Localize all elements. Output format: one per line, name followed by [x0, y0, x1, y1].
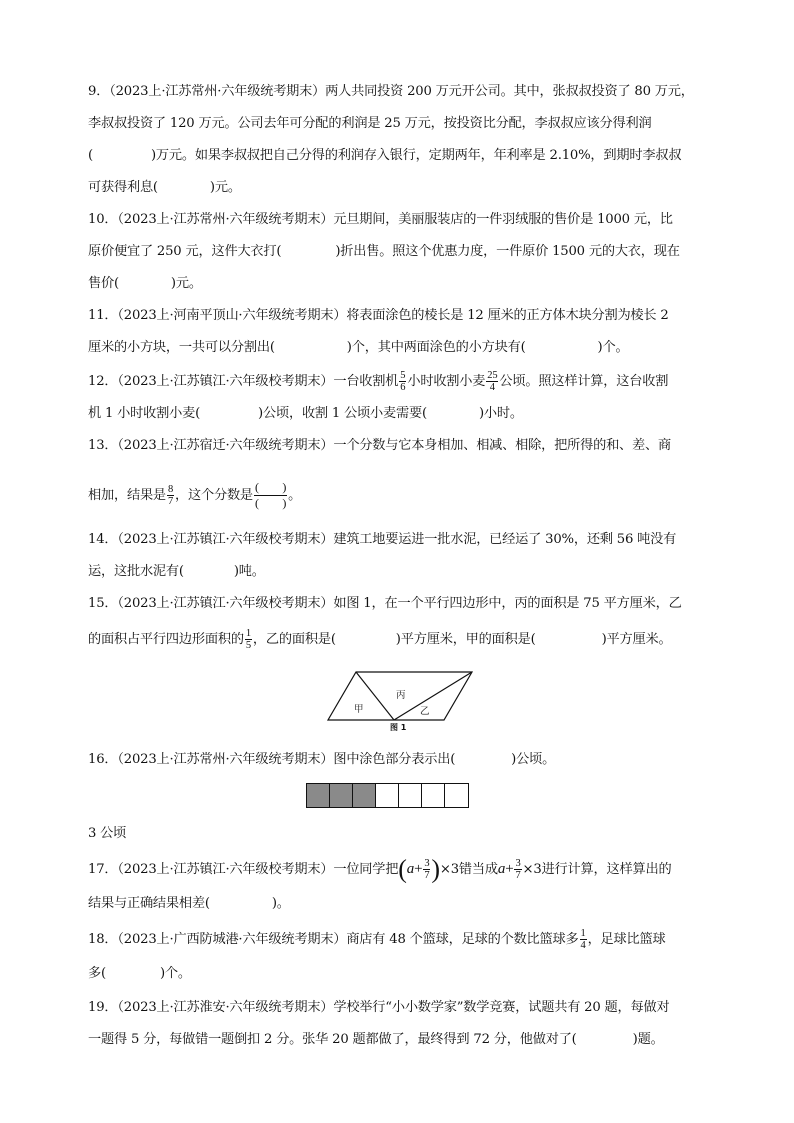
times-three: ×3 — [439, 862, 459, 877]
empty-cell — [376, 784, 399, 807]
figure-caption: 图 1 — [390, 723, 407, 732]
q10-text: 原价便宜了 250 元，这件大衣打( — [88, 244, 282, 259]
q13-line1: 13．（2023上·江苏宿迁·六年级统考期末）一个分数与它本身相加、相减、相除，把所得的和、差、商 — [88, 438, 672, 453]
q11-text: )个，其中两面涂色的小方块有( — [346, 340, 526, 355]
q9-text: )元。 — [209, 180, 241, 195]
q15-text: 的面积占平行四边形面积的 — [88, 632, 244, 647]
q12-text: 机 1 小时收割小麦( — [88, 406, 201, 421]
answer-numerator-blank[interactable]: ( ) — [254, 480, 287, 494]
answer-fraction-blank[interactable] — [254, 480, 287, 511]
empty-cell — [445, 784, 468, 807]
q14-text: 运，这批水泥有( — [88, 564, 184, 579]
q11-line1: 11．（2023上·河南平顶山·六年级统考期末）将表面涂色的棱长是 12 厘米的正方体木块分割为棱长 2 — [88, 308, 669, 323]
plus-sign: + — [414, 861, 423, 877]
fraction — [423, 858, 430, 881]
shaded-cell — [307, 784, 330, 807]
fraction-numerator: 3 — [424, 858, 430, 869]
q16-line1 — [88, 750, 555, 770]
shaded-cell — [353, 784, 376, 807]
q15-line1: 15．（2023上·江苏镇江·六年级校考期末）如图 1，在一个平行四边形中，丙的面积是 75 平方厘米，乙 — [88, 596, 682, 611]
q18-line2 — [88, 964, 191, 984]
q9-text: 可获得利息( — [88, 180, 158, 195]
q13-text: ，这个分数是 — [175, 488, 253, 503]
fraction-denominator: 6 — [400, 382, 406, 393]
q18-line1 — [88, 928, 666, 951]
q10-text: )元。 — [170, 276, 202, 291]
q16-text: )公顷。 — [511, 752, 556, 767]
q12-line2 — [88, 404, 523, 424]
q12-text: )小时。 — [478, 406, 523, 421]
q13-line2 — [88, 480, 301, 511]
q12-line1 — [88, 370, 668, 393]
left-paren: ( — [398, 854, 407, 884]
q10-line1: 10．（2023上·江苏常州·六年级统考期末）元旦期间，美丽服装店的一件羽绒服的售价是 1000 元，比 — [88, 212, 673, 227]
q17-text: 错当成 — [458, 862, 498, 877]
q15-line2 — [88, 628, 671, 651]
q13-text: 。 — [288, 488, 302, 503]
q9-line2: 李叔叔投资了 120 万元。公司去年可分配的利润是 25 万元，按投资比分配，李叔叔应该分得利润 — [88, 116, 652, 131]
fraction-denominator: 4 — [489, 382, 495, 393]
fraction-denominator: 7 — [424, 870, 430, 881]
fraction-numerator: 25 — [487, 370, 498, 381]
q17-text: )。 — [271, 896, 290, 911]
q13-text: 相加，结果是 — [88, 488, 166, 503]
q11-text: 厘米的小方块，一共可以分割出( — [88, 340, 275, 355]
variable-a: a — [406, 861, 415, 877]
q17-text: 17．（2023上·江苏镇江·六年级校考期末）一位同学把 — [88, 862, 399, 877]
q14-line2 — [88, 562, 265, 582]
q12-text: 12．（2023上·江苏镇江·六年级校考期末）一台收割机 — [88, 374, 399, 389]
empty-cell — [422, 784, 445, 807]
q14-text: )吨。 — [233, 564, 265, 579]
q16-text: 16．（2023上·江苏常州·六年级统考期末）图中涂色部分表示出( — [88, 752, 456, 767]
fraction-numerator: 1 — [580, 928, 586, 939]
q19-line1: 19．（2023上·江苏淮安·六年级统考期末）学校举行“小小数学家”数学竞赛，试题共有 20 题，每做对 — [88, 1000, 670, 1015]
fraction — [486, 370, 498, 393]
answer-denominator-blank[interactable]: ( ) — [254, 496, 287, 510]
shaded-cell — [330, 784, 353, 807]
q12-text: )公顷，收割 1 公顷小麦需要( — [258, 406, 427, 421]
q17-line1 — [88, 854, 672, 884]
empty-cell — [399, 784, 422, 807]
q12-text: 小时收割小麦 — [407, 374, 486, 389]
q12-text: 公顷。照这样计算，这台收割 — [499, 374, 669, 389]
q17-line2 — [88, 894, 290, 914]
fraction — [514, 858, 521, 881]
fraction-numerator: 8 — [167, 484, 173, 495]
q17-text: 进行计算，这样算出的 — [541, 862, 672, 877]
q11-line2 — [88, 338, 628, 358]
region-label-bing: 丙 — [396, 690, 406, 701]
q19-text: 一题得 5 分，每做错一题倒扣 2 分。张华 20 题都做了，最终得到 72 分，他做对了( — [88, 1032, 577, 1047]
region-label-jia: 甲 — [354, 704, 364, 715]
q19-text: )题。 — [632, 1032, 664, 1047]
q18-text: 多( — [88, 966, 106, 981]
plus-sign: + — [505, 861, 514, 877]
grid-unit-label: 3 公顷 — [88, 826, 127, 841]
fraction-denominator: 4 — [580, 940, 586, 951]
q10-line2 — [88, 242, 680, 262]
q18-text: )个。 — [159, 966, 191, 981]
q11-text: )个。 — [597, 340, 629, 355]
fraction-numerator: 3 — [515, 858, 521, 869]
q9-line4 — [88, 178, 241, 198]
fraction-numerator: 5 — [400, 370, 406, 381]
q10-text: 售价( — [88, 276, 119, 291]
fraction — [245, 628, 252, 651]
q14-line1: 14．（2023上·江苏镇江·六年级校考期末）建筑工地要运进一批水泥，已经运了 30%，还剩 56 吨没有 — [88, 532, 677, 547]
q10-line3 — [88, 274, 202, 294]
q9-text: )万元。如果李叔叔把自己分得的利润存入银行，定期两年，年利率是 2.10%，到期时李叔叔 — [150, 148, 682, 163]
fraction — [580, 928, 587, 951]
q18-text: 18．（2023上·广西防城港·六年级统考期末）商店有 48 个篮球，足球的个数比篮球多 — [88, 932, 579, 947]
times-three: ×3 — [522, 862, 542, 877]
q10-text: )折出售。照这个优惠力度，一件原价 1500 元的大衣，现在 — [335, 244, 680, 259]
q17-text: 结果与正确结果相差( — [88, 896, 210, 911]
q9-line3 — [88, 146, 681, 166]
right-paren: ) — [431, 854, 440, 884]
variable-a: a — [497, 861, 506, 877]
q9-line1: 9．（2023上·江苏常州·六年级统考期末）两人共同投资 200 万元开公司。其中，张叔叔投资了 80 万元， — [88, 84, 694, 99]
q9-text: ( — [88, 148, 93, 163]
fraction-denominator: 7 — [515, 870, 521, 881]
fraction-denominator: 7 — [167, 496, 173, 507]
q15-text: )平方厘米。 — [601, 632, 672, 647]
q18-text: ，足球比篮球 — [587, 932, 666, 947]
q15-text: ，乙的面积是( — [252, 632, 336, 647]
fraction — [167, 484, 174, 507]
region-label-yi: 乙 — [420, 706, 430, 717]
fraction — [399, 370, 406, 393]
hectare-bar-grid — [306, 783, 469, 808]
q19-line2 — [88, 1030, 664, 1050]
fraction-numerator: 1 — [245, 628, 251, 639]
q15-text: )平方厘米，甲的面积是( — [395, 632, 536, 647]
fraction-denominator: 5 — [245, 640, 251, 651]
